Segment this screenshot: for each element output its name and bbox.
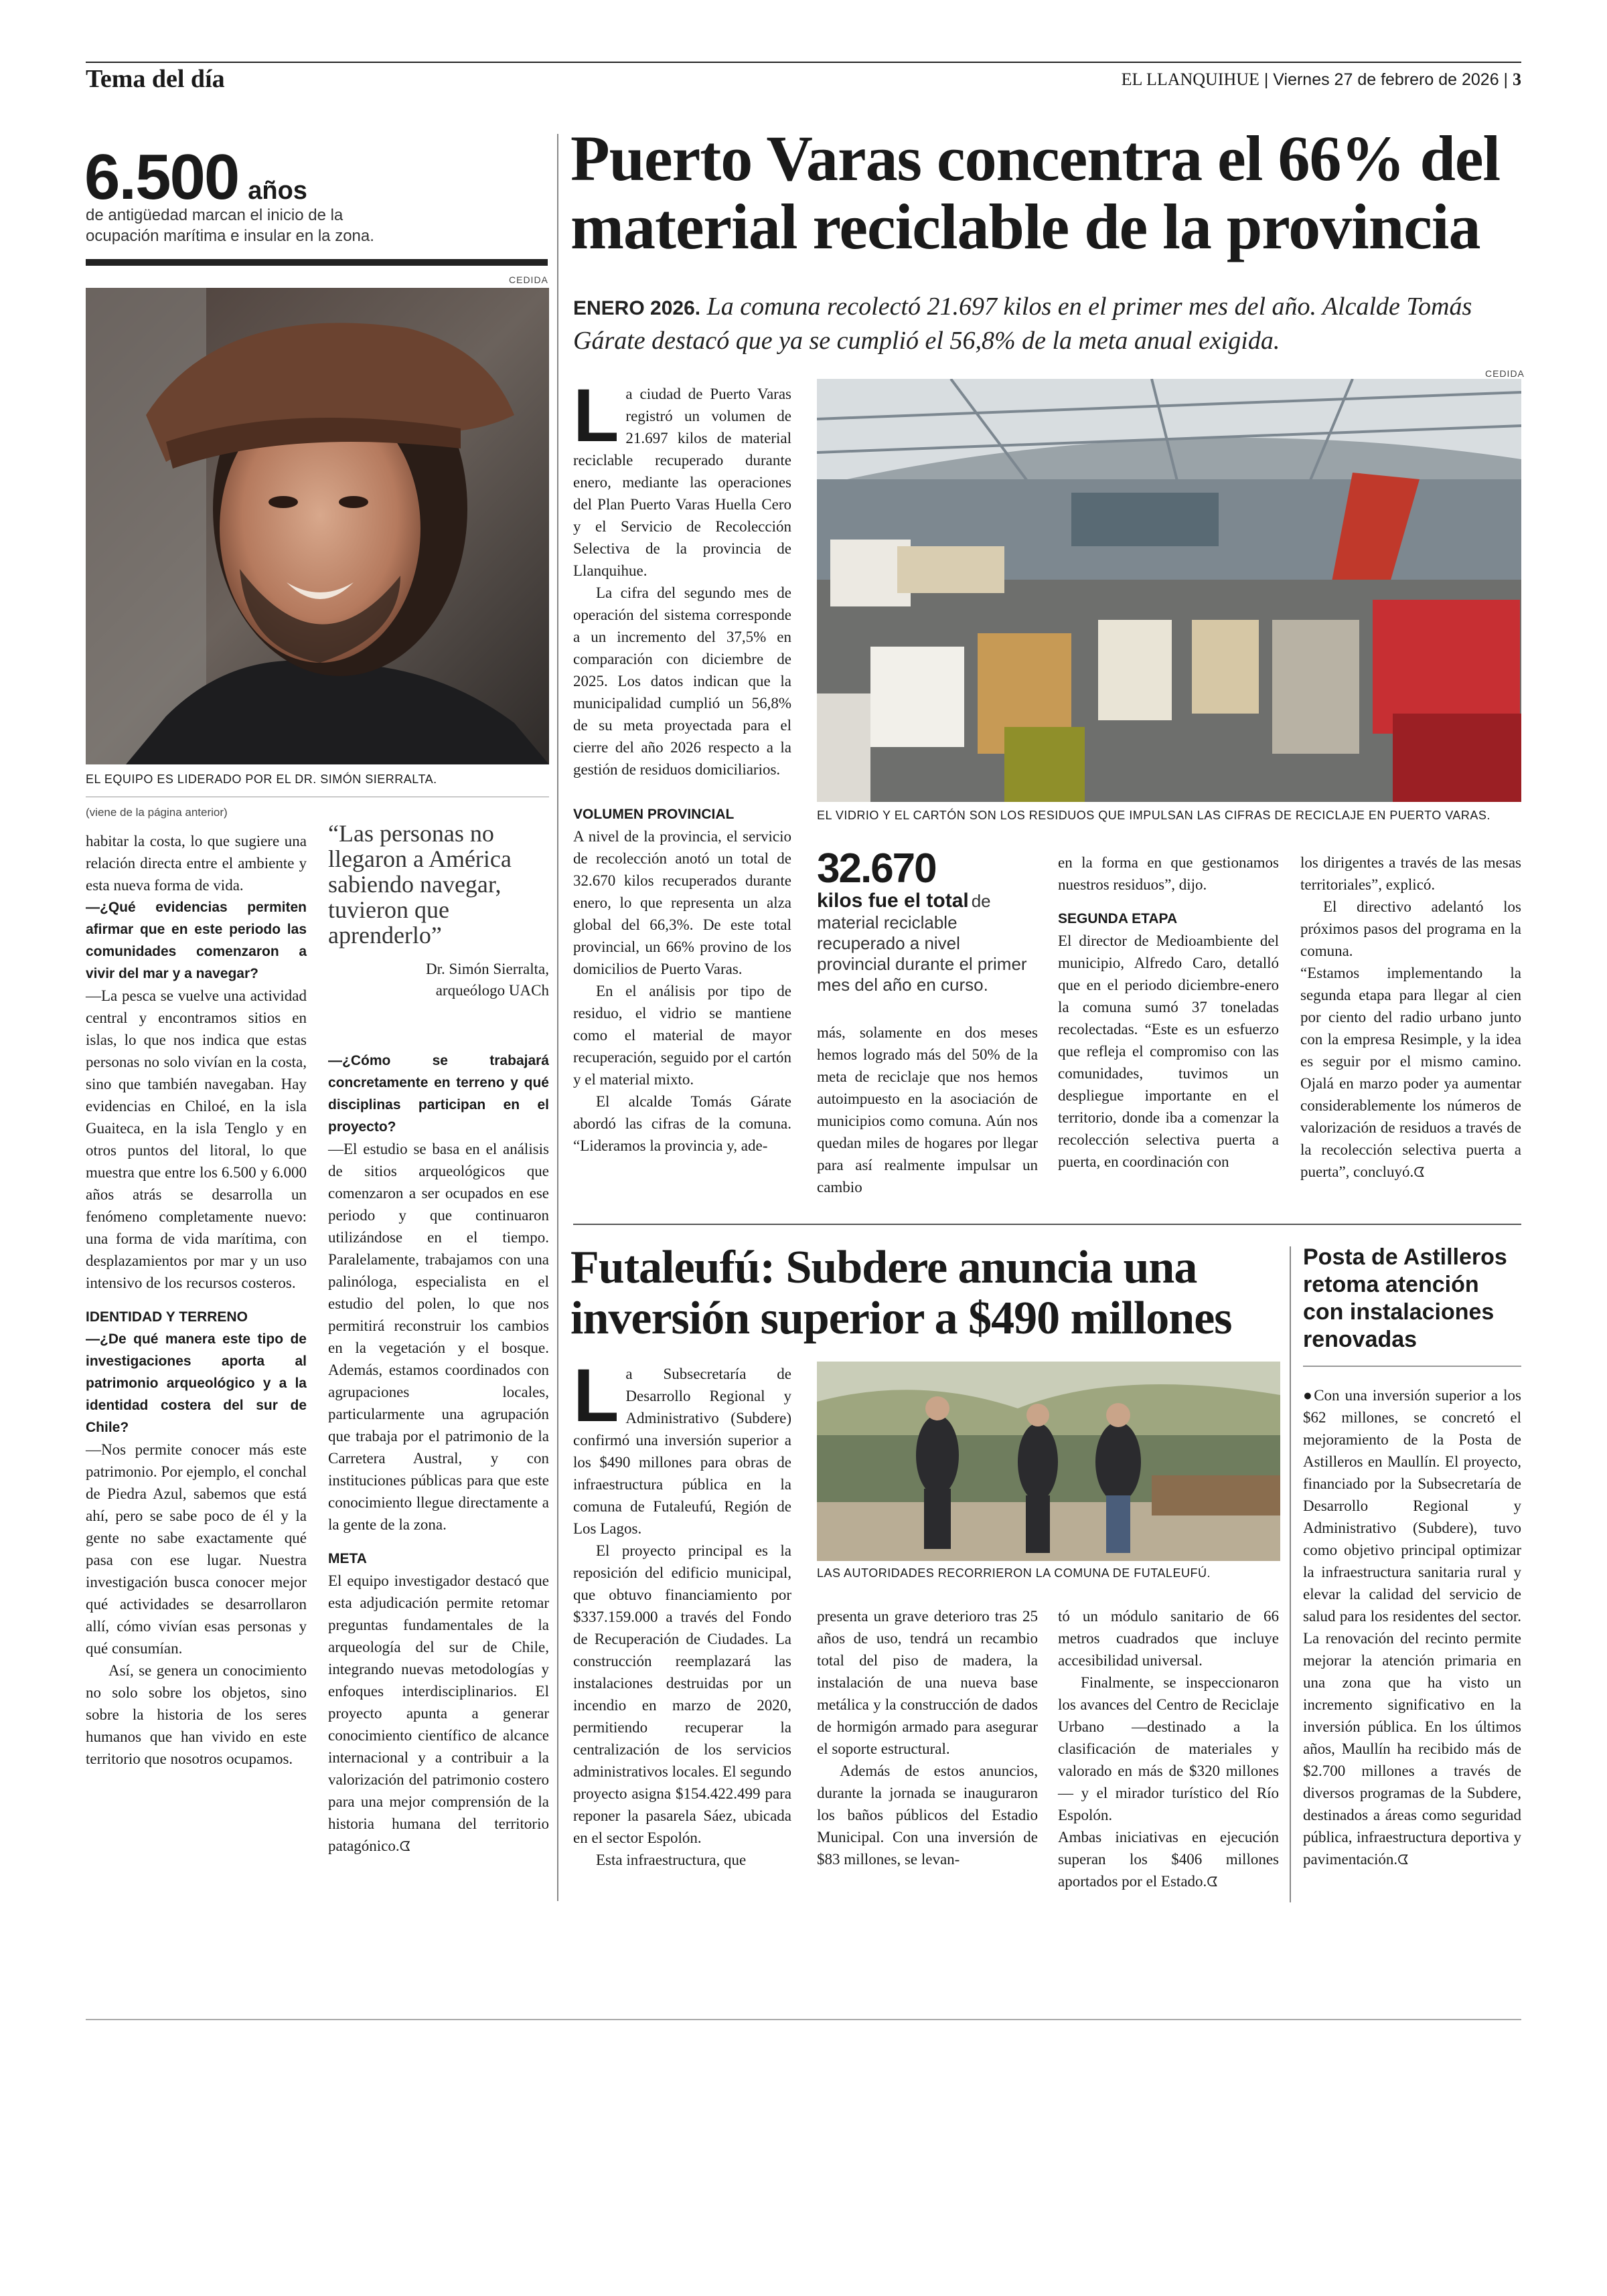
vertical-divider — [557, 134, 558, 1901]
main-first-text: a ciudad de Puerto Varas registró un volumen de 21.697 kilos de material reciclable recuperado durante enero, mediante las operaciones del Plan Puerto Varas Huella Cero y el Servicio de Recolección Selectiva de la provincia de Llanquihue. — [573, 386, 791, 579]
left-stat — [84, 141, 553, 214]
portrait-photo — [86, 288, 549, 764]
paragraph: El alcalde Tomás Gárate abordó las cifras de la comuna. “Lideramos la provincia y, ade- — [573, 1093, 791, 1154]
posta-body-block — [1303, 1384, 1521, 1871]
section-title: Tema del día — [86, 65, 225, 93]
portrait-caption: EL EQUIPO ES LIDERADO POR EL DR. SIMÓN SIERRALTA. — [86, 772, 437, 786]
futa-drop-cap: L — [573, 1354, 619, 1437]
left-column-2 — [328, 1050, 549, 1858]
paragraph: El director de Medioambiente del municipio, Alfredo Caro, detalló que en el periodo diciembre-enero la comuna sumó 37 toneladas recolectadas. “Este es un esfuerzo que refleja el compromiso con las comunidades, tuvimos un despliegue importante en el territorio, donde iba a comenzar la recolección selectiva puerta a puerta, en coordinación con — [1058, 932, 1279, 1170]
subhead-identidad: IDENTIDAD Y TERRENO — [86, 1309, 248, 1325]
header-rule — [86, 62, 1521, 63]
left-col1b-block — [86, 1328, 307, 1770]
main-col-b — [817, 1021, 1038, 1198]
posta-body — [1303, 1384, 1521, 1871]
futa-first-text: a Subsecretaría de Desarrollo Regional y Administrativo (Subdere) confirmó una inversión superior a los $490 millones para obras de infraestructura pública en la comuna de Futaleufú, Región de Los Lagos. — [573, 1366, 791, 1537]
posta-divider — [1290, 1246, 1291, 1902]
futa-caption: LAS AUTORIDADES RECORRIERON LA COMUNA DE FUTALEUFÚ. — [817, 1566, 1211, 1580]
stat-description: de antigüedad marcan el inicio de la ocupación marítima e insular en la zona. — [86, 206, 374, 246]
main-col-c-block — [1058, 851, 1279, 896]
paragraph: más, solamente en dos meses hemos logrado más del 50% de la meta de reciclaje que nos hemos autoimpuesto en la asociación de municipios como comuna. Aún nos quedan miles de hogares por llegar para así realmente impulsar un cambio — [817, 1024, 1038, 1196]
lead-label: ENERO 2026. — [573, 297, 701, 319]
page-number: 3 — [1513, 70, 1521, 89]
stat-number: 6.500 — [84, 141, 239, 213]
end-mark-icon: ᗧ — [1207, 1874, 1218, 1890]
newspaper-name: EL LLANQUIHUE — [1121, 70, 1259, 89]
end-mark-icon: ᗧ — [399, 1838, 411, 1854]
futa-col-a-block — [573, 1540, 791, 1871]
pull-quote: “Las personas no llegaron a América sabiendo navegar, tuvieron que aprenderlo” — [328, 820, 512, 949]
paragraph: A nivel de la provincia, el servicio de recolección anotó un total de 32.670 kilos recuperados durante enero, lo que representa un alza global del 66,3%. De este total provincial, un 66% provino de los domicilios de Puerto Varas. — [573, 828, 791, 977]
main-stat-desc: material reciclable recuperado a nivel provincial durante el primer mes del año en curso. — [817, 912, 1027, 995]
paragraph: en la forma en que gestionamos nuestros residuos”, dijo. — [1058, 854, 1279, 893]
subhead-volumen: VOLUMEN PROVINCIAL — [573, 807, 735, 822]
paragraph: Así, se genera un conocimiento no solo sobre los objetos, sino sobre la historia de los seres humanos que han vivido en este territorio que nosotros ocupamos. — [86, 1662, 307, 1767]
pull-name: Dr. Simón Sierralta, — [426, 961, 549, 977]
continued-note: (viene de la página anterior) — [86, 806, 228, 819]
main-col-b-block — [817, 1021, 1038, 1198]
main-first-paragraph — [573, 374, 791, 582]
paragraph: ●Con una inversión superior a los $62 millones, se concretó el mejoramiento de la Posta de Astilleros en Maullín. El proyecto, financiado por la Subsecretaría de Desarrollo Regional y Administrativo (Subdere), tuvo como objetivo principal optimizar la infraestructura sanitaria rural y elevar la calidad del servicio de salud para los residentes del sector. La renovación del recinto permite mejorar la atención primaria en una zona que ha visto un incremento significativo en la inversión pública. En los últimos años, Maullín ha recibido más de $2.700 millones a través de diversos programas de la Subdere, destinados a áreas como seguridad pública, infraestructura deportiva y pavimentación. — [1303, 1387, 1521, 1868]
main-stat-label — [817, 890, 1038, 912]
main-lead — [573, 291, 1524, 357]
paragraph: —La pesca se vuelve una actividad central y encontramos sitios en islas, lo que nos indica que estas personas no solo vivían en la costa, sino que también navegaban. Hay evidencias en Chiloé, en la isla Guaiteca, en la isla Tenglo y en otros puntos del litoral, lo que muestra que entre los 6.500 y 6.000 años atrás se desarrolla un fenómeno completamente nuevo: una forma de vida marítima, con desplazamientos por mar y un uso intensivo de los recursos costeros. — [86, 987, 307, 1291]
masthead-info — [1122, 70, 1521, 90]
footer-rule — [86, 2019, 1521, 2020]
paragraph: Esta infraestructura, que — [596, 1852, 747, 1868]
main-stat-label-bold: kilos fue el total — [817, 890, 969, 912]
paragraph: Además de estos anuncios, durante la jornada se inauguraron los baños públicos del Estadio Municipal. Con una inversión de $83 millones, se levan- — [817, 1762, 1038, 1868]
left-col2-block — [328, 1050, 549, 1536]
warehouse-photo — [817, 379, 1521, 802]
stat-rule — [86, 259, 548, 266]
futa-col-c-block — [1058, 1605, 1279, 1893]
left-col2b-block — [328, 1570, 549, 1858]
main-stat — [817, 845, 1038, 995]
left-col1-block — [86, 830, 307, 1294]
main-headline: Puerto Varas concentra el 66% del material reciclable de la provincia — [570, 122, 1501, 262]
warehouse-caption: EL VIDRIO Y EL CARTÓN SON LOS RESIDUOS QUE IMPULSAN LAS CIFRAS DE RECICLAJE EN PUERTO VARAS. — [817, 809, 1490, 822]
subhead-etapa: SEGUNDA ETAPA — [1058, 911, 1178, 926]
paragraph: Finalmente, se inspeccionaron los avances del Centro de Reciclaje Urbano —destinado a la clasificación de materiales y valorado en más de $320 millones— y el mirador turístico del Río Espolón. — [1058, 1674, 1279, 1823]
futa-col-b-block — [817, 1605, 1038, 1870]
paragraph: En el análisis por tipo de residuo, el vidrio se mantiene como el material de mayor recuperación, seguido por el cartón y el material mixto. — [573, 983, 791, 1088]
paragraph: El equipo investigador destacó que esta adjudicación permite retomar preguntas fundamentales de la arqueología del sur de Chile, integrando nuevas metodologías y enfoques interdisciplinarios. El proyecto apunta a generar conocimiento científico de alcance internacional y a contribuir a la valorización del patrimonio costero para una mejor comprensión de la historia humana del territorio patagónico. — [328, 1572, 549, 1854]
futa-first-paragraph — [573, 1354, 791, 1540]
main-col-d-block — [1300, 851, 1521, 1183]
main-col-a — [573, 374, 791, 1157]
futa-photo — [817, 1362, 1280, 1561]
main-stat-number: 32.670 — [817, 845, 936, 892]
paragraph: —¿De qué manera este tipo de investigaciones aporta al patrimonio arqueológico y a la identidad costera del sur de Chile? — [86, 1331, 307, 1435]
main-col-c — [1058, 851, 1279, 1173]
futa-col-a — [573, 1354, 791, 1871]
end-mark-icon: ᗧ — [1413, 1164, 1425, 1180]
main-stat-label-tail: de — [971, 891, 991, 911]
futa-col-c — [1058, 1605, 1279, 1893]
paragraph: —¿Qué evidencias permiten afirmar que en este periodo las comunidades comenzaron a vivir del mar y a navegar? — [86, 900, 307, 981]
main-col-c2-block — [1058, 930, 1279, 1173]
paragraph: habitar la costa, lo que sugiere una relación directa entre el ambiente y esta nueva forma de vida. — [86, 833, 307, 894]
subhead-meta: META — [328, 1551, 367, 1566]
left-column-1 — [86, 830, 307, 1770]
paragraph: La cifra del segundo mes de operación del sistema corresponde a un incremento del 37,5% en comparación con diciembre de 2025. Los datos indican que la municipalidad cumplió un 56,8% de su meta proyectada para el cierre del año 2026 respecto a la gestión de residuos domiciliarios. — [573, 584, 791, 778]
paragraph: El directivo adelantó los próximos pasos del programa en la comuna. — [1300, 898, 1521, 959]
main-col-a2-block — [573, 825, 791, 1157]
paragraph: tó un módulo sanitario de 66 metros cuadrados que incluye accesibilidad universal. — [1058, 1608, 1279, 1669]
pull-role: arqueólogo UACh — [435, 982, 549, 999]
futa-headline: Futaleufú: Subdere anuncia una inversión superior a $490 millones — [570, 1242, 1232, 1344]
posta-headline: Posta de Astilleros retoma atención con instalaciones renovadas — [1303, 1244, 1507, 1352]
paragraph: presenta un grave deterioro tras 25 años de uso, tendrá un recambio total del piso de madera, la instalación de una nueva base metálica y la construcción de dados de hormigón armado para asegurar el soporte estructural. — [817, 1608, 1038, 1757]
drop-cap: L — [573, 374, 619, 457]
stat-unit: años — [248, 177, 307, 205]
pull-signature — [328, 959, 549, 1001]
main-photo-credit: CEDIDA — [1485, 368, 1525, 379]
futa-col-b — [817, 1605, 1038, 1870]
main-col-a-block — [573, 582, 791, 781]
paragraph: “Estamos implementando la segunda etapa para llegar al cien por ciento del radio urbano junto con la empresa Resimple, y la idea es seguir por el mismo camino. Ojalá en marzo poder ya aumentar considerablemente los números de valorización de residuos a través de la recolección selectiva puerta a puerta”, concluyó. — [1300, 965, 1521, 1180]
end-mark-icon: ᗧ — [1397, 1852, 1409, 1868]
paragraph: —El estudio se basa en el análisis de sitios arqueológicos que comenzaron a ser ocupados en ese periodo y que continuaron utilizándose en el tiempo. Paralelamente, trabajamos con una palinóloga, especialista en el estudio del polen, lo que nos permitirá reconstruir los cambios en la vegetación y el bosque. Además, estamos coordinados con agrupaciones locales, particularmente una agrupación que trabaja por el patrimonio de la Carretera Austral, y con instituciones públicas para que este conocimiento llegue directamente a la gente de la zona. — [328, 1141, 549, 1533]
photo-credit: CEDIDA — [509, 274, 548, 285]
paragraph: El proyecto principal es la reposición del edificio municipal, que obtuvo financiamiento por $337.159.000 a través del Fondo de Recuperación de Ciudades. La construcción reemplazará las instalaciones destruidas por un incendio en marzo de 2020, permitiendo recuperar la centralización de los servicios administrativos locales. El segundo proyecto asigna $154.422.499 para reponer la pasarela Sáez, ubicada en el sector Espolón. — [573, 1542, 791, 1846]
issue-date: | Viernes 27 de febrero de 2026 | — [1264, 70, 1509, 89]
paragraph: —Nos permite conocer más este patrimonio. Por ejemplo, el conchal de Piedra Azul, sabemos que está ahí, pero se sabe poco de él y la gente no sabe exactamente qué pasa con ese lugar. Nuestra investigación busca conocer mejor qué actividades se desarrollaron allí, cómo vivían esas personas y qué consumían. — [86, 1441, 307, 1657]
paragraph: los dirigentes a través de las mesas territoriales”, explicó. — [1300, 854, 1521, 893]
paragraph: —¿Cómo se trabajará concretamente en terreno y qué disciplinas participan en el proyecto? — [328, 1053, 549, 1135]
paragraph: Ambas iniciativas en ejecución superan los $406 millones aportados por el Estado. — [1058, 1829, 1279, 1890]
main-col-d — [1300, 851, 1521, 1183]
lead-text: La comuna recolectó 21.697 kilos en el primer mes del año. Alcalde Tomás Gárate destacó que ya se cumplió el 56,8% de la meta anual exigida. — [573, 293, 1472, 355]
story-divider — [573, 1224, 1521, 1225]
posta-rule — [1303, 1366, 1521, 1367]
